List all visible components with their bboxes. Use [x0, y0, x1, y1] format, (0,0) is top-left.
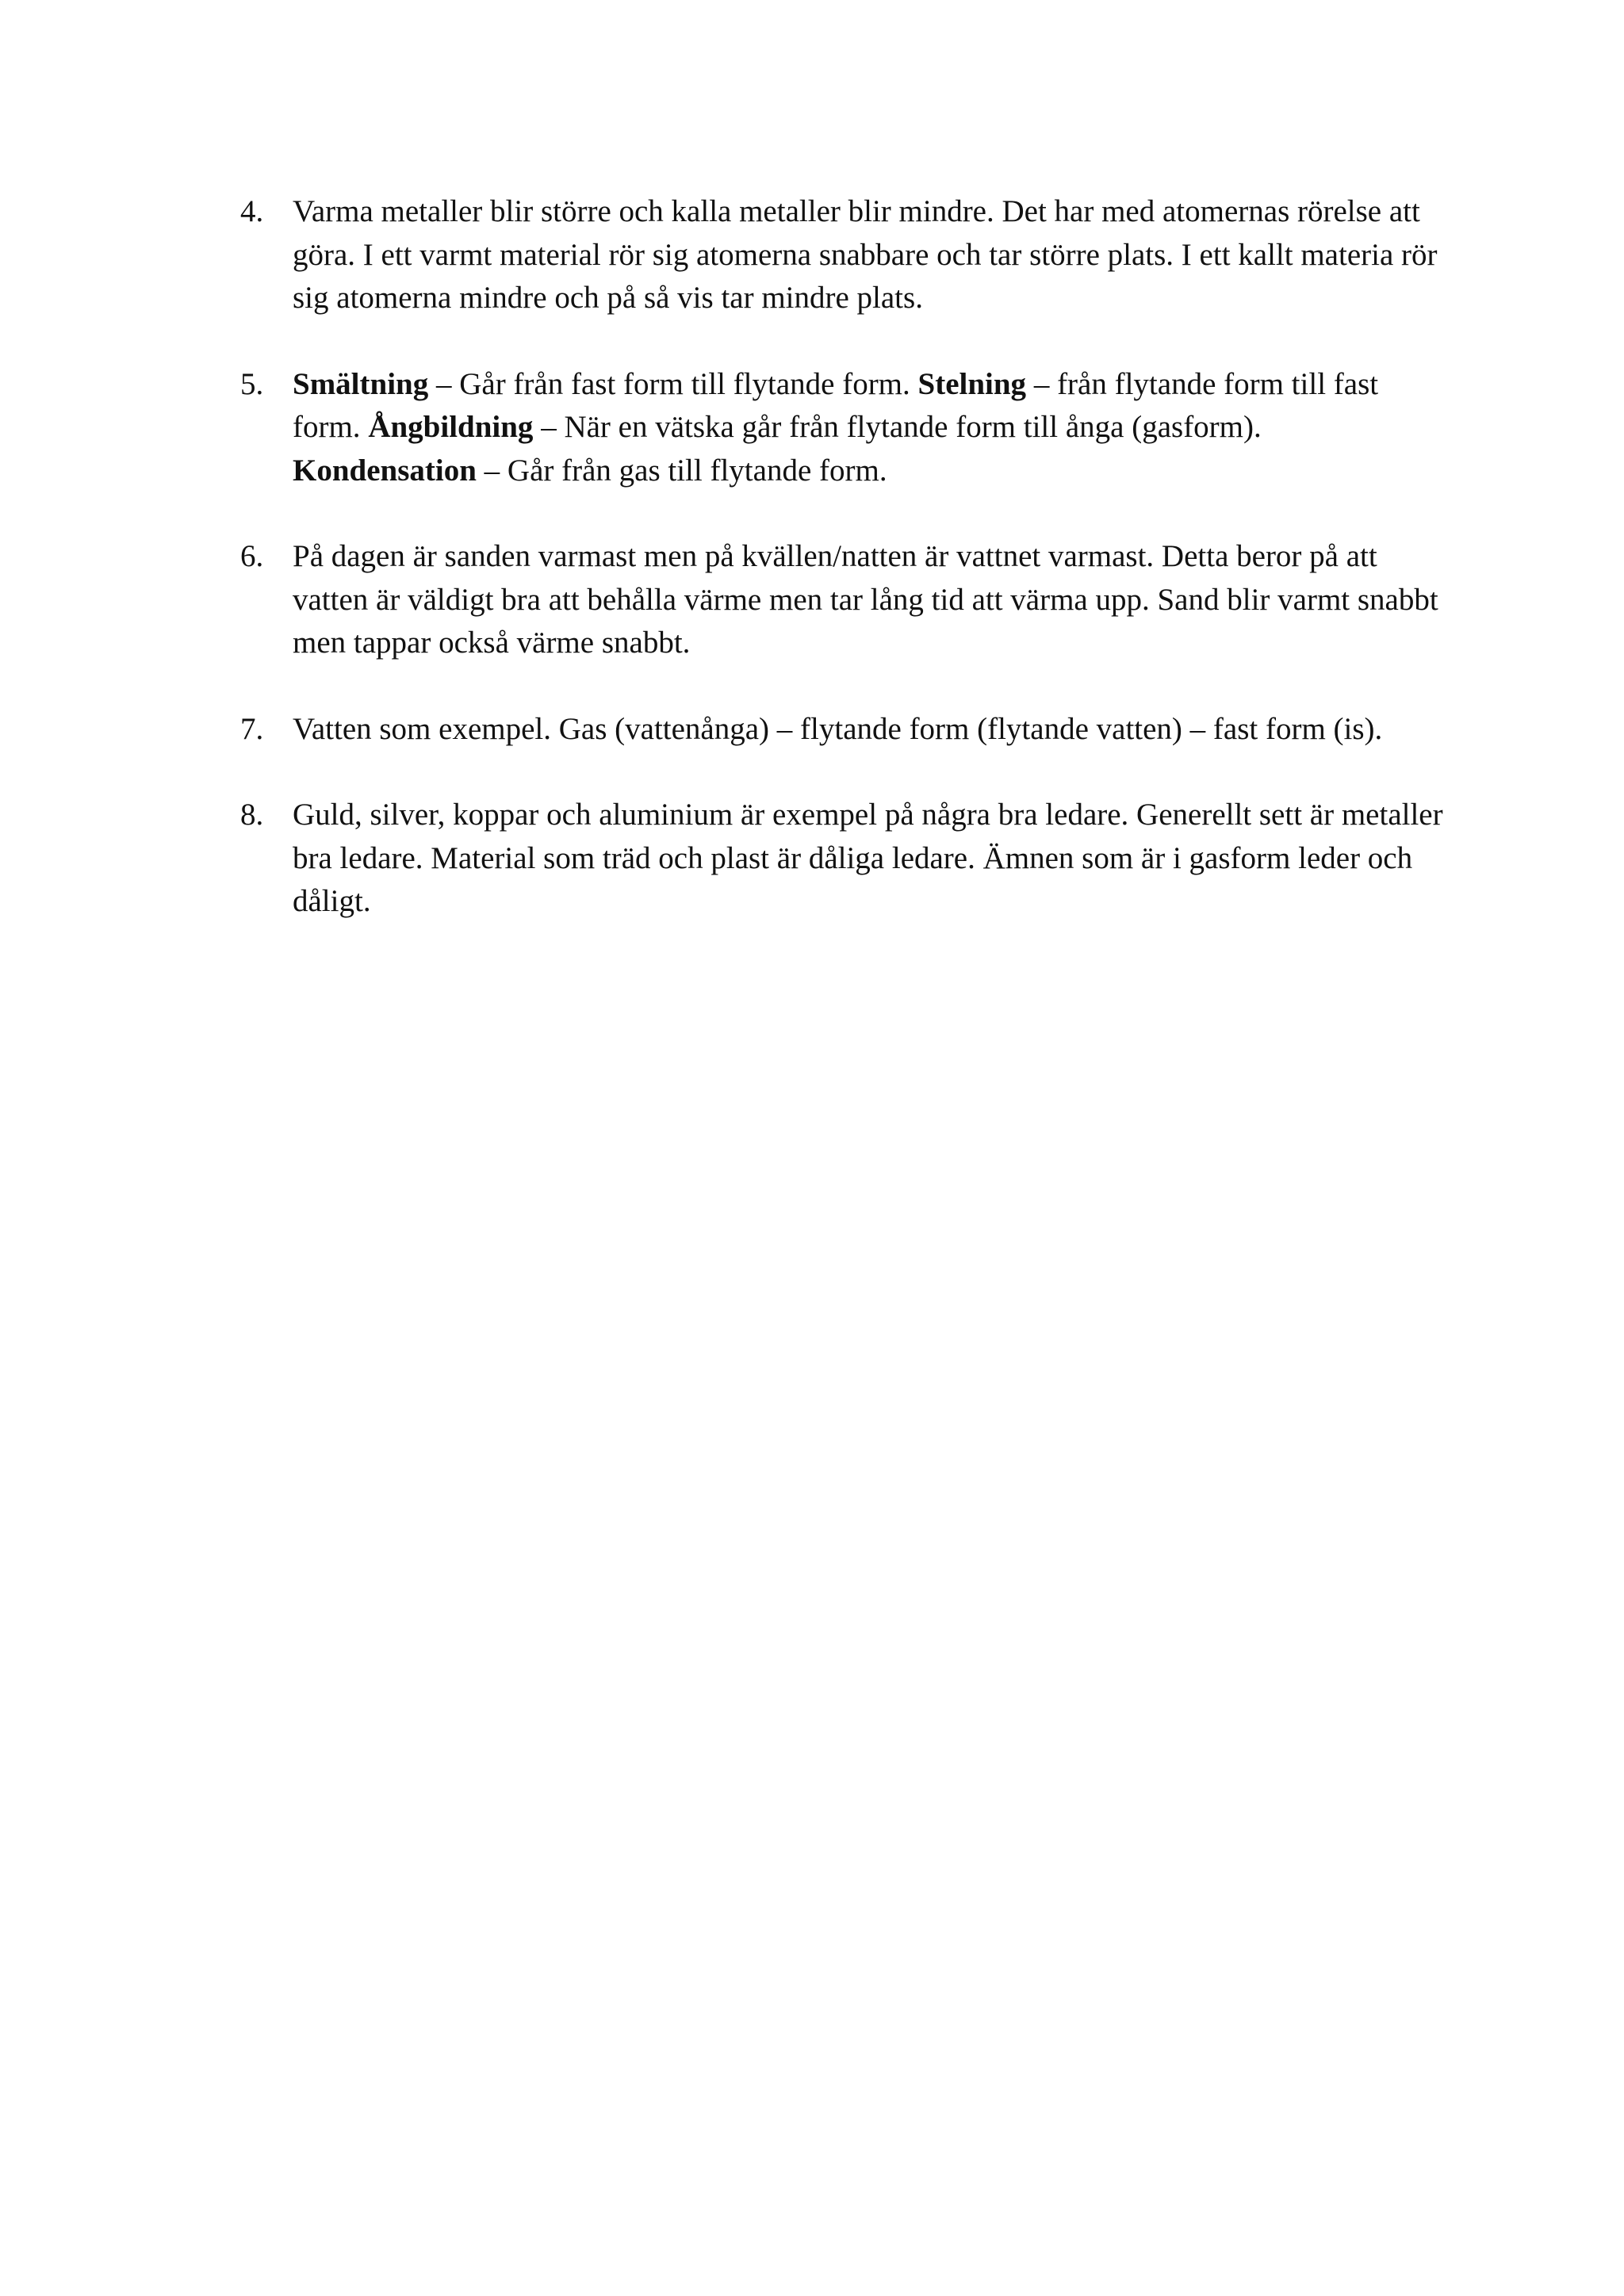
list-number: 5.	[240, 366, 264, 401]
list-number: 4.	[240, 194, 264, 228]
term-stelning: Stelning	[917, 366, 1027, 401]
list-item-8	[240, 794, 1446, 924]
list-item-5	[240, 363, 1446, 493]
item-text: – Går från fast form till flytande form.	[428, 366, 918, 401]
item-text: Varma metaller blir större och kalla metaller blir mindre. Det har med atomernas rörelse att göra. I ett varmt material rör sig atomerna snabbare och tar större plats. I ett kallt materia rör sig atomerna mindre och på så vis tar mindre plats.	[293, 194, 1438, 315]
item-text: På dagen är sanden varmast men på kvällen/natten är vattnet varmast. Detta beror på att vatten är väldigt bra att behålla värme men tar lång tid att värma upp. Sand blir varmt snabbt men tappar också värme snabbt.	[293, 539, 1438, 660]
item-text: – När en vätska går från flytande form till ånga (gasform).	[533, 410, 1262, 444]
term-kondensation: Kondensation	[293, 453, 477, 488]
list-item-6	[240, 535, 1446, 665]
list-item-7	[240, 708, 1446, 752]
item-text: Vatten som exempel. Gas (vattenånga) – flytande form (flytande vatten) – fast form (is).	[293, 711, 1383, 746]
list-number: 7.	[240, 711, 264, 746]
list-number: 6.	[240, 539, 264, 573]
answer-list	[240, 190, 1446, 966]
list-number: 8.	[240, 798, 264, 832]
term-smaltning: Smältning	[293, 366, 429, 401]
item-text: Guld, silver, koppar och aluminium är exempel på några bra ledare. Generellt sett är metaller bra ledare. Material som träd och plast är dåliga ledare. Ämnen som är i gasform leder och dåligt.	[293, 798, 1443, 918]
list-item-4	[240, 190, 1446, 320]
item-text: – Går från gas till flytande form.	[476, 453, 887, 488]
item-text: – från flytande form till fast form.	[293, 366, 1379, 444]
term-angbildning: Ångbildning	[368, 410, 534, 444]
